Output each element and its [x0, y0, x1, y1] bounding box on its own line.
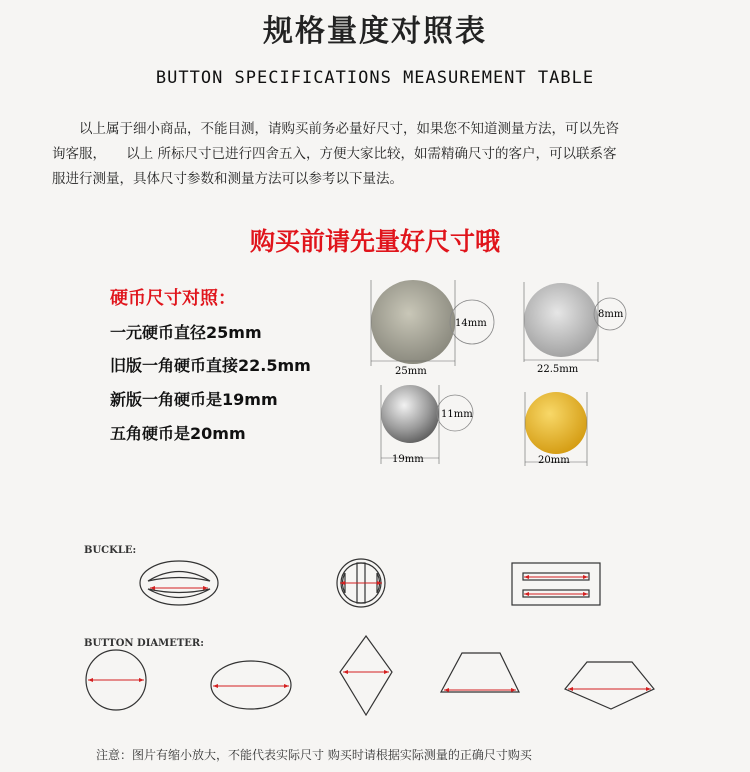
intro-line: 服进行测量，具体尺寸参数和测量方法可以参考以下量法。: [52, 171, 403, 187]
button-diameter-label: BUTTON DIAMETER:: [84, 638, 204, 649]
buckle-rect-diagram: [512, 563, 600, 605]
page-subtitle: BUTTON SPECIFICATIONS MEASUREMENT TABLE: [155, 68, 595, 88]
shape-oval-diagram: [211, 661, 291, 709]
coin-line: 旧版一角硬币直接22.5mm: [110, 356, 311, 375]
page-title: 规格量度对照表: [263, 14, 487, 49]
buckle-oval-diagram: [140, 561, 218, 605]
coin-one-yuan: [371, 280, 494, 377]
coin-diameter-label: 19mm: [392, 454, 424, 465]
intro-line: 询客服， 以上 所标尺寸已进行四舍五入，方便大家比较，如需精确尺寸的客户，可以联系客: [52, 146, 617, 162]
shape-diamond-diagram: [340, 636, 392, 715]
coin-new-ten-jiao: [381, 385, 473, 465]
coin-thickness-label: 8mm: [598, 309, 624, 320]
intro-line: 以上属于细小商品，不能目测，请购买前务必量好尺寸，如果您不知道测量方法，可以先咨: [79, 121, 619, 137]
shape-trapezoid-diagram: [441, 653, 519, 692]
coin-line: 五角硬币是20mm: [110, 424, 246, 443]
coin-old-ten-jiao: [524, 282, 626, 375]
coin-line: 一元硬币直径25mm: [110, 323, 262, 342]
shape-circle-diagram: [86, 650, 146, 710]
buckle-round-diagram: [337, 559, 385, 607]
buckle-label: BUCKLE:: [84, 545, 137, 556]
headline: 购买前请先量好尺寸哦: [249, 227, 500, 256]
coin-diameter-label: 22.5mm: [537, 364, 579, 375]
shape-hexagon-diagram: [565, 662, 654, 709]
coin-thickness-label: 11mm: [441, 409, 473, 420]
coin-thickness-label: 14mm: [455, 318, 487, 329]
coin-diameter-label: 25mm: [395, 366, 427, 377]
footer-note: 注意：图片有缩小放大，不能代表实际尺寸 购买时请根据实际测量的正确尺寸购买: [96, 748, 532, 762]
coin-diameter-label: 20mm: [538, 455, 570, 466]
coin-heading: 硬币尺寸对照：: [110, 288, 236, 309]
coin-line: 新版一角硬币是19mm: [110, 390, 278, 409]
coin-five-jiao: [525, 392, 587, 466]
